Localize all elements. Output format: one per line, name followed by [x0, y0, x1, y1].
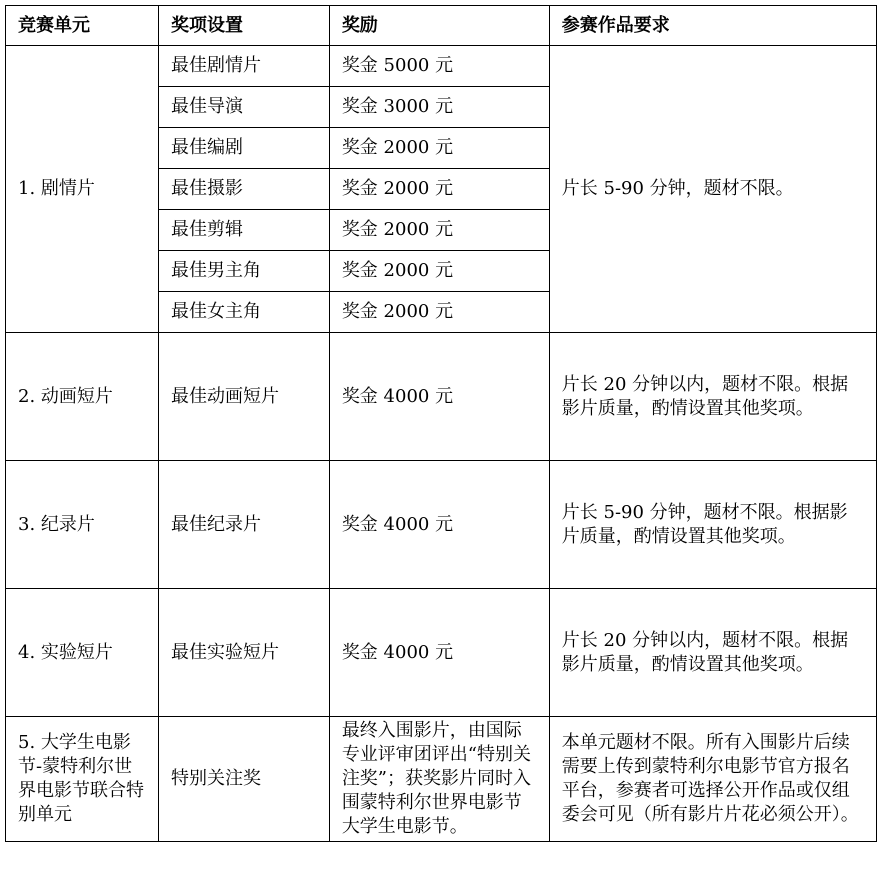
award-cell: 最佳摄影 — [158, 169, 329, 210]
header-row — [6, 6, 877, 46]
unit-cell: 5. 大学生电影节-蒙特利尔世界电影节联合特别单元 — [6, 717, 159, 842]
requirement-cell: 本单元题材不限。所有入围影片后续需要上传到蒙特利尔电影节官方报名平台，参赛者可选择公开作品或仅组委会可见（所有影片片花必须公开）。 — [549, 717, 876, 842]
reward-cell: 奖金 4000 元 — [329, 461, 549, 589]
table-row — [6, 333, 877, 461]
reward-cell: 奖金 2000 元 — [329, 169, 549, 210]
reward-cell: 奖金 2000 元 — [329, 251, 549, 292]
reward-cell: 奖金 5000 元 — [329, 46, 549, 87]
reward-cell: 奖金 2000 元 — [329, 292, 549, 333]
unit-cell: 3. 纪录片 — [6, 461, 159, 589]
unit-cell: 1. 剧情片 — [6, 46, 159, 333]
header-unit: 竞赛单元 — [6, 6, 159, 46]
reward-cell: 奖金 4000 元 — [329, 333, 549, 461]
requirement-cell: 片长 5-90 分钟，题材不限。根据影片质量，酌情设置其他奖项。 — [549, 461, 876, 589]
reward-cell: 奖金 4000 元 — [329, 589, 549, 717]
header-requirement: 参赛作品要求 — [549, 6, 876, 46]
table-row — [6, 589, 877, 717]
award-cell: 特别关注奖 — [158, 717, 329, 842]
unit-cell: 4. 实验短片 — [6, 589, 159, 717]
unit-cell: 2. 动画短片 — [6, 333, 159, 461]
reward-cell: 奖金 2000 元 — [329, 128, 549, 169]
award-cell: 最佳纪录片 — [158, 461, 329, 589]
award-cell: 最佳男主角 — [158, 251, 329, 292]
award-cell: 最佳剧情片 — [158, 46, 329, 87]
reward-cell: 奖金 2000 元 — [329, 210, 549, 251]
award-cell: 最佳动画短片 — [158, 333, 329, 461]
award-cell: 最佳实验短片 — [158, 589, 329, 717]
reward-cell: 最终入围影片，由国际专业评审团评出“特别关注奖”；获奖影片同时入围蒙特利尔世界电影节大学生电影节。 — [329, 717, 549, 842]
award-cell: 最佳编剧 — [158, 128, 329, 169]
requirement-cell: 片长 20 分钟以内，题材不限。根据影片质量，酌情设置其他奖项。 — [549, 333, 876, 461]
award-cell: 最佳剪辑 — [158, 210, 329, 251]
award-cell: 最佳女主角 — [158, 292, 329, 333]
reward-cell: 奖金 3000 元 — [329, 87, 549, 128]
header-reward: 奖励 — [329, 6, 549, 46]
competition-table — [5, 5, 877, 842]
table-row — [6, 46, 877, 87]
requirement-cell: 片长 20 分钟以内，题材不限。根据影片质量，酌情设置其他奖项。 — [549, 589, 876, 717]
header-award: 奖项设置 — [158, 6, 329, 46]
table-row — [6, 717, 877, 842]
table-row — [6, 461, 877, 589]
requirement-cell: 片长 5-90 分钟，题材不限。 — [549, 46, 876, 333]
award-cell: 最佳导演 — [158, 87, 329, 128]
